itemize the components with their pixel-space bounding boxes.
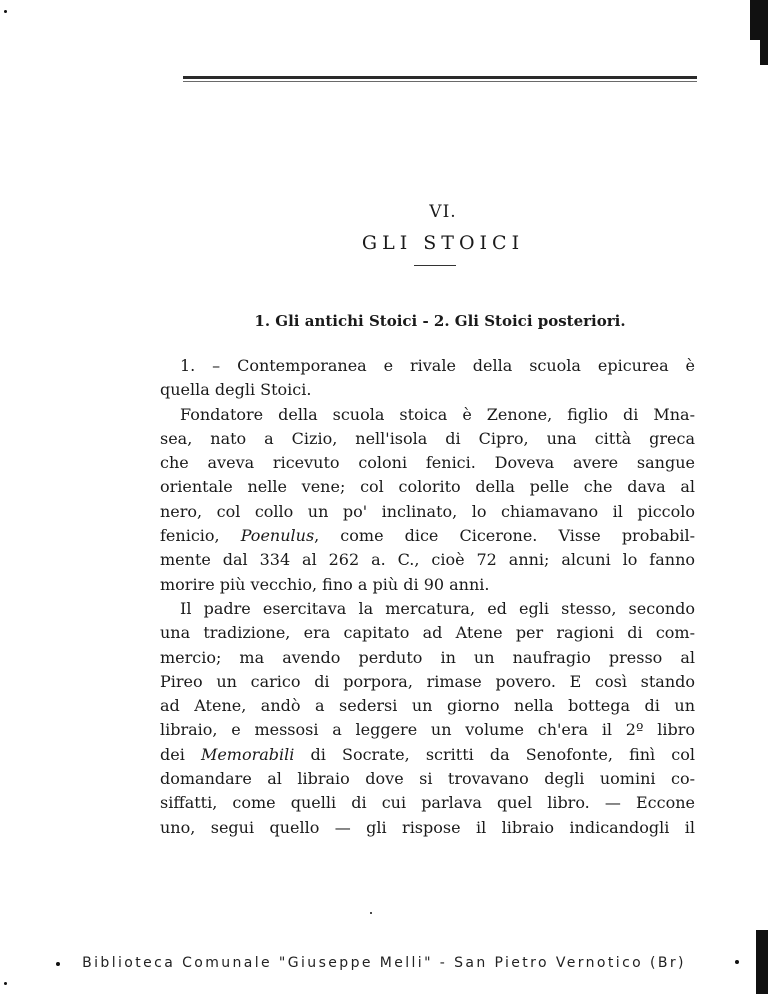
header-rule [183, 76, 697, 79]
chapter-number: VI. [429, 202, 457, 222]
library-footer: Biblioteca Comunale "Giuseppe Melli" - San Pietro Vernotico (Br) [82, 955, 686, 971]
text-line: quella degli Stoici. [160, 380, 312, 400]
text-line: una tradizione, era capitato ad Atene per ragioni di com- [160, 623, 695, 643]
text-line: mercio; ma avendo perduto in un naufragio presso al [160, 647, 695, 667]
text-line: sea, nato a Cizio, nell'isola di Cipro, una città greca [160, 428, 695, 448]
text-line: uno, segui quello — gli rispose il libraio indicandogli il [160, 817, 695, 837]
page-edge-shadow [750, 0, 768, 40]
chapter-title-rule [414, 265, 456, 266]
italic-title: Poenulus [240, 526, 315, 546]
chapter-title: GLI STOICI [361, 232, 525, 254]
text-line: orientale nelle vene; col colorito della pelle che dava al [160, 477, 695, 497]
scan-speck [4, 10, 7, 13]
scan-speck [735, 960, 739, 964]
page-edge-shadow [756, 930, 768, 994]
scan-speck [4, 982, 7, 985]
text-line: mente dal 334 al 262 a. C., cioè 72 anni; alcuni lo fanno [160, 550, 695, 570]
chapter-summary: 1. Gli antichi Stoici - 2. Gli Stoici posteriori. [254, 312, 626, 330]
text-line: ad Atene, andò a sedersi un giorno nella bottega di un [160, 696, 695, 716]
text-line: dei Memorabili di Socrate, scritti da Senofonte, finì col [160, 744, 695, 764]
scan-speck [370, 912, 372, 914]
text-line: fenicio, Poenulus, come dice Cicerone. Visse probabil- [160, 526, 696, 546]
text-line: Pireo un carico di porpora, rimase povero. E così stando [160, 671, 695, 691]
text-line: domandare al libraio dove si trovavano degli uomini co- [160, 769, 695, 789]
text-line: siffatti, come quelli di cui parlava quel libro. — Eccone [160, 793, 695, 813]
italic-title: Memorabili [200, 744, 295, 764]
text-line: 1. – Contemporanea e rivale della scuola epicurea è [180, 356, 695, 375]
text-line: che aveva ricevuto coloni fenici. Doveva avere sangue [160, 453, 695, 473]
page-edge-shadow [760, 40, 768, 65]
text-line: libraio, e messosi a leggere un volume ch'era il 2º libro [160, 720, 695, 740]
text-line: Il padre esercitava la mercatura, ed egli stesso, secondo [180, 598, 695, 618]
body-text [160, 354, 695, 840]
text-line: nero, col collo un po' inclinato, lo chiamavano il piccolo [160, 501, 695, 521]
text-line: Fondatore della scuola stoica è Zenone, figlio di Mna- [180, 404, 695, 424]
text-line: morire più vecchio, fino a più di 90 anni. [160, 574, 490, 594]
header-rule-thin [183, 81, 697, 82]
scan-speck [56, 962, 60, 966]
